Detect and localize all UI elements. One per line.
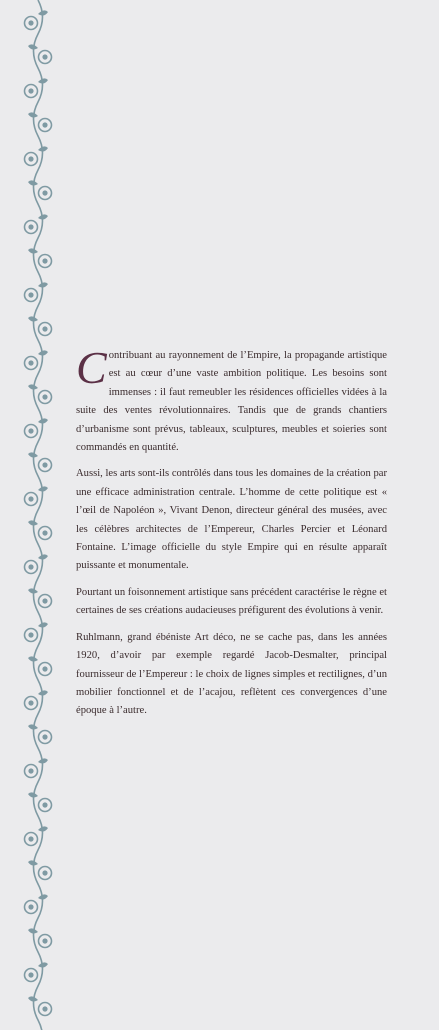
paragraph-2: Aussi, les arts sont-ils contrôlés dans tous les domaines de la création par une efficace administration centrale. L’homme de cette politique est « l’œil de Napoléon », Vivant Denon, directeur général des musées, avec les célèbres architectes de l’Empereur, Charles Percier et Léonard Fontaine. L’image officielle du style Empire qui en résulte apparaît puissante et monumentale. xyxy=(76,468,387,572)
paragraph-1 xyxy=(76,342,387,457)
article-body xyxy=(76,342,387,729)
drop-cap: C xyxy=(76,342,107,393)
vine-scroll-border-icon xyxy=(22,0,54,1030)
paragraph-1-text: ontribuant au rayonnement de l’Empire, la propagande artistique est au cœur d’une vaste ambition politique. Les besoins sont immenses : il faut remeubler les résidences officielles vidées à la suite des ventes révolutionnaires. Tandis que de grands chantiers d’urbanisme sont prévus, tableaux, sculptures, meubles et soieries sont commandés en quantité. xyxy=(76,350,387,454)
paragraph-4: Ruhlmann, grand ébéniste Art déco, ne se cache pas, dans les années 1920, d’avoir par exemple regardé Jacob-Desmalter, principal fournisseur de l’Empereur : le choix de lignes simples et rectilignes, d’un mobilier fonctionnel et de l’acajou, reflètent ces convergences d’une époque à l’autre. xyxy=(76,631,387,717)
paragraph-3: Pourtant un foisonnement artistique sans précédent caractérise le règne et certaines de ses créations audacieuses préfigurent des évolutions à venir. xyxy=(76,586,387,617)
